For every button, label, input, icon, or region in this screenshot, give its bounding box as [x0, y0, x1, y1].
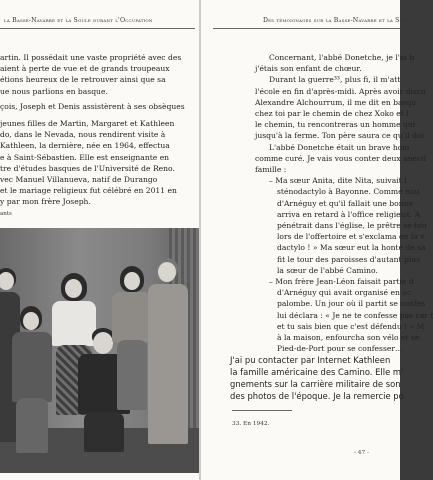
text-line: vec Manuel Villanueva, natif de Durango	[0, 175, 158, 185]
left-running-header: la Basse-Navarre et la Soule durant l'Occupation	[4, 17, 153, 24]
right-running-header: Des témoignages sur la Basse-Navarre et la Soule	[263, 17, 413, 24]
text-line: le chemin, tu rencontreras un homme qui	[255, 120, 416, 130]
text-line: tre d'études basques de l'Université de Reno.	[0, 163, 175, 173]
text-line: des photos de l'époque. Je la remercie po	[230, 391, 404, 401]
text-line: ue nous parlions en basque.	[0, 86, 108, 96]
text-line: Alexandre Alchourrum, il me dit en basqu	[255, 97, 417, 107]
text-line: Concernant, l'abbé Donetche, je l'ai b	[269, 53, 415, 62]
text-line: lors de l'offertoire et s'exclama en la v	[277, 232, 425, 242]
text-line: famille :	[255, 165, 287, 175]
text-line: la sœur de l'abbé Camino.	[277, 265, 378, 275]
footnote: 33. En 1942.	[232, 421, 270, 427]
right-header-rule	[213, 28, 400, 29]
left-body-text	[0, 52, 185, 208]
text-line: L'abbé Donetche était un brave hom	[269, 142, 410, 152]
text-line: étions heureux de le retrouver ainsi que sa	[0, 75, 166, 85]
right-body-text	[255, 52, 433, 354]
text-line: y par mon frère Joseph.	[0, 197, 91, 207]
right-page	[201, 0, 433, 480]
text-line: jeunes filles de Martin, Margaret et Kathleen	[0, 119, 175, 129]
text-line: chez toi par le chemin de chez Xoko et l	[255, 109, 409, 119]
text-line: do, dans le Nevada, nous rendirent visite à	[0, 130, 166, 140]
text-line: gnements sur la carrière militaire de son	[230, 379, 401, 389]
text-line: – Mon frère Jean-Léon faisait partie d	[269, 277, 414, 287]
sans-paragraph	[230, 354, 404, 402]
text-line: arriva en retard à l'office religieux. A	[277, 209, 421, 219]
left-page	[0, 0, 199, 480]
text-line: e à Saint-Sébastien. Elle est enseignante en	[0, 152, 170, 162]
text-line: j'étais son enfant de chœur.	[255, 64, 362, 74]
text-line: et tu sais bien que c'est défendu ! » M	[277, 321, 425, 331]
text-line: çois, Joseph et Denis assistèrent à ses obsèques	[0, 101, 185, 111]
family-photo	[0, 228, 199, 473]
text-line: dactylo ! » Ma sœur eut la honte de sa	[277, 243, 426, 253]
text-line: Pied-de-Port pour se confesser…	[277, 344, 403, 354]
text-line: Durant la guerre³³, plus fi, il m'att	[269, 75, 401, 85]
text-line: palombe. Un jour où il partit se confes	[277, 299, 426, 309]
text-line: artin. Il possédait une vaste propriété avec des	[0, 53, 182, 62]
page-number: - 47 -	[354, 450, 369, 456]
text-line: à la maison, enfourcha son vélo et se	[277, 333, 420, 343]
footnote-rule	[232, 410, 292, 411]
text-line: lui déclara : « Je ne te confesse pas car t	[277, 310, 433, 320]
text-line: – Ma sœur Anita, dite Nita, suivait l	[269, 176, 407, 186]
text-line: J'ai pu contacter par Internet Kathleen	[230, 355, 391, 365]
text-line: la famille américaine des Camino. Elle m'	[230, 367, 404, 377]
text-line: sténodactylo à Bayonne. Comme nou	[277, 187, 420, 197]
text-line: l'école en fin d'après-midi. Après avoir discu	[255, 86, 426, 96]
text-line: et le mariage religieux fut célébré en 2011 en	[0, 186, 177, 196]
left-header-rule	[0, 28, 195, 29]
text-line: comme curé. Je vais vous conter deux anecd	[255, 153, 427, 163]
text-line: d'Arnéguy qui avait organisé en oc	[277, 288, 412, 298]
text-line: jusqu'à la ferme. Ton père saura ce qu'il doi	[255, 131, 425, 141]
text-line: pénétrait dans l'église, le prêtre se tou	[277, 221, 427, 231]
text-line: aient à perte de vue et de grands troupeaux	[0, 64, 170, 74]
photo-caption-fragment: ants	[0, 211, 12, 217]
text-line: Kathleen, la dernière, née en 1964, effectua	[0, 141, 170, 151]
text-line: fit le tour des paroisses d'autant plus	[277, 254, 421, 264]
text-line: d'Arnéguy et qu'il fallait une bonne	[277, 198, 413, 208]
